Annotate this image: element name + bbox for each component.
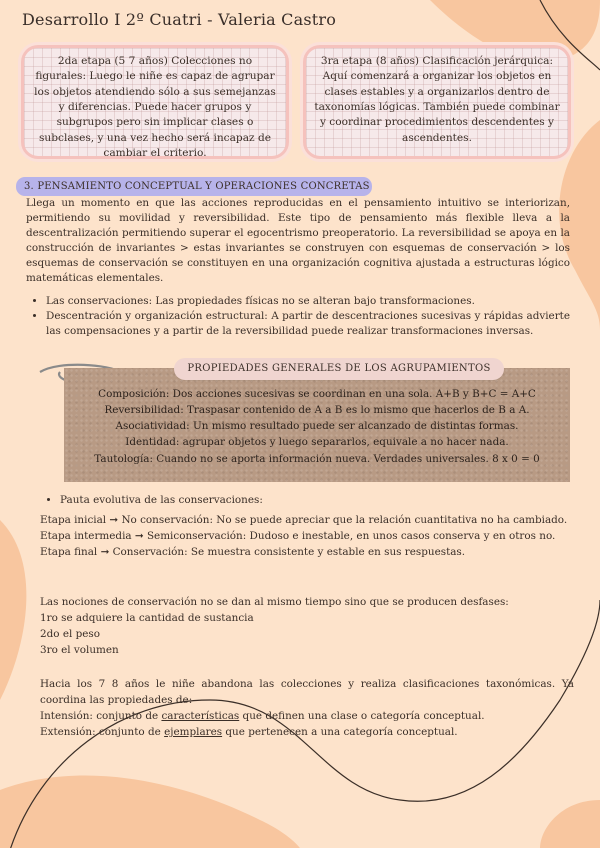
stage-final-label: Etapa final: [40, 546, 98, 559]
conservation-item: 1ro se adquiere la cantidad de sustancia: [40, 612, 254, 625]
intension-line: [40, 708, 574, 724]
evolution-bullet-text: • Pauta evolutiva de las conservaciones:: [60, 494, 263, 506]
extension-line: [40, 724, 574, 740]
page-title: Desarrollo I 2º Cuatri - Valeria Castro: [22, 10, 337, 29]
stage-intermediate-label: Etapa intermedia: [40, 530, 132, 543]
intension-link: características: [161, 710, 240, 723]
conservation-item: 3ro el volumen: [40, 644, 119, 657]
blob-left-bottom: [0, 520, 26, 700]
grouping-tautology: Tautología: Cuando no se aporta información nueva. Verdades universales. 8 x 0 = 0: [94, 452, 540, 465]
conservation-intro: Las nociones de conservación no se dan al mismo tiempo sino que se producen desfases:: [40, 596, 509, 608]
card-third-stage: [306, 48, 568, 156]
grouping-reversibility: Reversibilidad: Traspasar contenido de A a B es lo mismo que hacerlos de B a A.: [104, 404, 530, 417]
stage-final-text: Conservación: Se muestra consistente y estable en sus respuestas.: [112, 546, 466, 559]
section-paragraph: Llega un momento en que las acciones reproducidas en el pensamiento intuitivo se interiorizan, permitiendo su movilidad y reversibilidad. Este tipo de pensamiento más flexible lleva a la descentralización permitiendo superar el egocentrismo preoperatorio. La reversibilidad se apoya en la construcción de invariantes > estas invariantes se construyen con esquemas de conservación > los esquemas de conservación se constituyen en una organización cognitiva ajustada a estructuras lógico matemáticas elementales.: [26, 197, 570, 285]
stage-initial-text: No conservación: No se puede apreciar que la relación cuantitativa no ha cambiado.: [121, 514, 568, 526]
intension-suffix: que definen una clase o categoría conceptual.: [239, 710, 485, 723]
grouping-composition: Composición: Dos acciones sucesivas se coordinan en una sola. A+B y B+C = A+C: [98, 388, 536, 400]
grouping-identity: Identidad: agrupar objetos y luego separarlos, equivale a no hacer nada.: [125, 436, 509, 449]
extension-prefix: Extensión: conjunto de: [40, 726, 165, 739]
section-heading: 3. PENSAMIENTO CONCEPTUAL Y OPERACIONES CONCRETAS: [16, 177, 372, 196]
card-third-stage-text: 3ra etapa (8 años) Clasificación jerárquica: Aquí comenzará a organizar los objetos en clases estables y a organizarlos dentro de taxonomías lógicas. También puede combinar y coordinar procedimientos descendentes y ascendentes.: [314, 55, 560, 144]
card-second-stage: [24, 48, 286, 160]
card-second-stage-text: 2da etapa (5 7 años) Colecciones no figurales: Luego le niñe es capaz de agrupar los objetos atendiendo sólo a sus semejanzas y diferencias. Puede hacer grupos y subgrupos pero sin implicar clases o subclases, y una vez hecho será incapaz de cambiar el criterio.: [34, 55, 276, 160]
extension-suffix: que pertenecen a una categoría conceptual.: [222, 726, 458, 739]
blob-bottom-right: [540, 800, 600, 848]
evolution-bullet: [40, 494, 263, 506]
blob-bottom: [0, 776, 300, 848]
arrow-icon: ➞: [134, 530, 144, 543]
groupings-paper: [64, 368, 570, 482]
stage-final: [40, 544, 574, 560]
closing-paragraph: Hacia los 7 8 años le niñe abandona las colecciones y realiza clasificaciones taxonómicas. Ya coordina las propiedades de:: [40, 678, 574, 707]
bullet-conservations: • Las conservaciones: Las propiedades físicas no se alteran bajo transformaciones.: [46, 294, 570, 309]
section-bullets: [26, 294, 570, 339]
groupings-title: PROPIEDADES GENERALES DE LOS AGRUPAMIENTOS: [174, 358, 504, 380]
arrow-icon: ➞: [109, 514, 119, 526]
conservation-item: 2do el peso: [40, 628, 100, 641]
arrow-icon: ➞: [100, 546, 110, 559]
stage-intermediate: [40, 528, 574, 544]
closing-block: [40, 676, 574, 741]
stage-initial-label: Etapa inicial: [40, 514, 107, 526]
evolution-stages: [40, 512, 574, 560]
grouping-associativity: Asociatividad: Un mismo resultado puede ser alcanzado de distintas formas.: [115, 420, 519, 433]
extension-link: ejemplares: [164, 726, 223, 739]
stage-initial: [40, 512, 574, 528]
stage-intermediate-text: Semiconservación: Dudoso e inestable, en unos casos conserva y en otros no.: [146, 530, 556, 543]
bullet-decentration: • Descentración y organización estructural: A partir de descentraciones sucesivas y rápidas advierte las compensaciones y a partir de la reversibilidad puede realizar transformaciones inversas.: [46, 309, 570, 339]
intension-prefix: Intensión: conjunto de: [40, 710, 162, 723]
conservation-order: [40, 594, 574, 659]
